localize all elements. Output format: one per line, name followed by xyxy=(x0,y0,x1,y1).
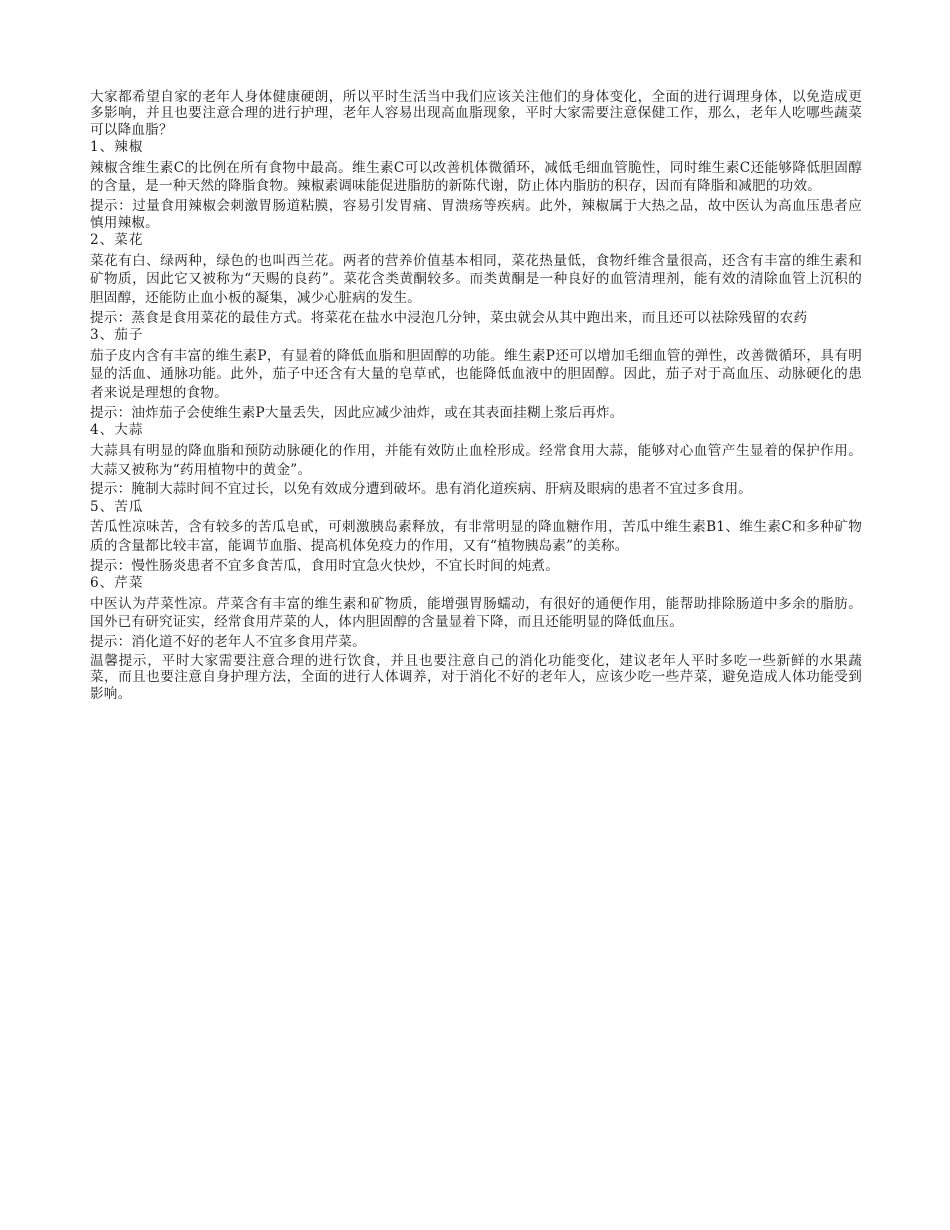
section-garlic xyxy=(90,421,862,497)
section-heading: 1、辣椒 xyxy=(90,139,144,156)
section-heading: 2、菜花 xyxy=(90,232,144,249)
section-tip: 提示：过量食用辣椒会刺激胃肠道粘膜，容易引发胃痛、胃溃疡等疾病。此外，辣椒属于大热之品，故中医认为高血压患者应慎用辣椒。 xyxy=(90,198,862,231)
section-heading: 6、芹菜 xyxy=(90,575,144,592)
section-body: 茄子皮内含有丰富的维生素P，有显着的降低血脂和胆固醇的功能。维生素P还可以增加毛细血管的弹性，改善微循环，具有明显的活血、通脉功能。此外，茄子中还含有大量的皂草甙，也能降低血液中的胆固醇。因此，茄子对于高血压、动脉硬化的患者来说是理想的食物。 xyxy=(90,347,862,402)
section-heading: 3、茄子 xyxy=(90,327,144,344)
intro-paragraph: 大家都希望自家的老年人身体健康硬朗，所以平时生活当中我们应该关注他们的身体变化，全面的进行调理身体，以免造成更多影响，并且也要注意合理的进行护理，老年人容易出现高血脂现象，平时大家需要注意保健工作，那么，老年人吃哪些蔬菜可以降血脂？ xyxy=(90,89,862,138)
section-tip: 提示：蒸食是食用菜花的最佳方式。将菜花在盐水中浸泡几分钟，菜虫就会从其中跑出来，而且还可以祛除残留的农药 xyxy=(90,309,808,326)
section-bitter-melon xyxy=(90,498,862,574)
section-heading: 4、大蒜 xyxy=(90,422,144,439)
section-body: 苦瓜性凉味苦，含有较多的苦瓜皂甙，可刺激胰岛素释放，有非常明显的降血糖作用，苦瓜中维生素B1、维生素C和多种矿物质的含量都比较丰富，能调节血脂、提高机体免疫力的作用，又有“植物胰岛素”的美称。 xyxy=(90,519,862,554)
closing-paragraph: 温馨提示，平时大家需要注意合理的进行饮食，并且也要注意自己的消化功能变化，建议老年人平时多吃一些新鲜的水果蔬菜，而且也要注意自身护理方法，全面的进行人体调养，对于消化不好的老年人，应该少吃一些芹菜，避免造成人体功能受到影响。 xyxy=(90,652,862,702)
article xyxy=(90,89,862,702)
section-chili xyxy=(90,138,862,231)
section-body: 中医认为芹菜性凉。芹菜含有丰富的维生素和矿物质，能增强胃肠蠕动，有很好的通便作用，能帮助排除肠道中多余的脂肪。国外已有研究证实，经常食用芹菜的人，体内胆固醇的含量显着下降，而且还能明显的降低血压。 xyxy=(90,595,862,631)
section-body: 大蒜具有明显的降血脂和预防动脉硬化的作用，并能有效防止血栓形成。经常食用大蒜，能够对心血管产生显着的保护作用。大蒜又被称为“药用植物中的黄金”。 xyxy=(90,442,862,478)
section-celery xyxy=(90,574,862,650)
section-eggplant xyxy=(90,326,862,421)
section-cauliflower xyxy=(90,231,862,326)
section-tip: 提示：腌制大蒜时间不宜过长，以免有效成分遭到破坏。患有消化道疾病、肝病及眼病的患者不宜过多食用。 xyxy=(90,481,753,498)
section-tip: 提示：慢性肠炎患者不宜多食苦瓜，食用时宜急火快炒，不宜长时间的炖煮。 xyxy=(90,557,559,574)
section-body: 菜花有白、绿两种，绿色的也叫西兰花。两者的营养价值基本相同，菜花热量低，食物纤维含量很高，还含有丰富的维生素和矿物质，因此它又被称为“天赐的良药”。菜花含类黄酮较多。而类黄酮是一种良好的血管清理剂，能有效的清除血管上沉积的胆固醇，还能防止血小板的凝集，减少心脏病的发生。 xyxy=(90,252,862,307)
section-body: 辣椒含维生素C的比例在所有食物中最高。维生素C可以改善机体微循环，减低毛细血管脆性，同时维生素C还能够降低胆固醇的含量，是一种天然的降脂食物。辣椒素调味能促进脂肪的新陈代谢，防止体内脂肪的积存，因而有降脂和减肥的功效。 xyxy=(90,159,862,195)
section-heading: 5、苦瓜 xyxy=(90,498,144,515)
section-tip: 提示：消化道不好的老年人不宜多食用芹菜。 xyxy=(90,634,366,651)
section-tip: 提示：油炸茄子会使维生素P大量丢失，因此应减少油炸，或在其表面挂糊上浆后再炸。 xyxy=(90,404,624,421)
